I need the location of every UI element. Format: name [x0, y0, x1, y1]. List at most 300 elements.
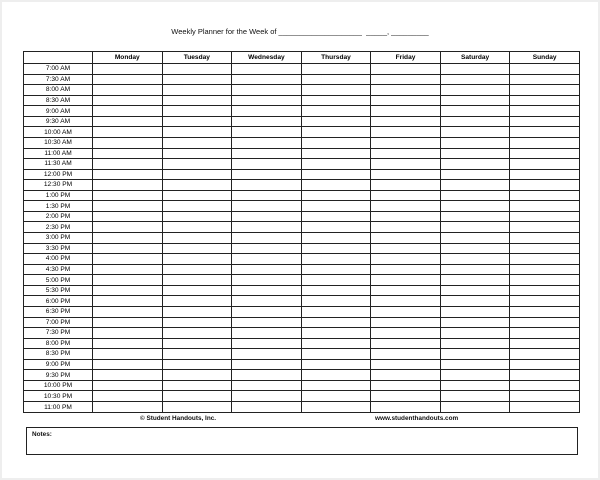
slot-cell-friday[interactable] — [371, 211, 441, 222]
slot-cell-sunday[interactable] — [510, 233, 580, 244]
page-title: Weekly Planner for the Week of ____________________ _____, _________ — [171, 27, 429, 36]
slot-cell-monday[interactable] — [93, 74, 163, 85]
slot-cell-sunday[interactable] — [510, 296, 580, 307]
slot-cell-monday[interactable] — [93, 201, 163, 212]
slot-cell-monday[interactable] — [93, 306, 163, 317]
slot-cell-thursday[interactable] — [301, 306, 371, 317]
slot-cell-saturday[interactable] — [440, 169, 510, 180]
time-label: 11:00 PM — [24, 402, 93, 413]
time-slot-row — [24, 391, 580, 402]
slot-cell-wednesday[interactable] — [232, 106, 302, 117]
slot-cell-wednesday[interactable] — [232, 233, 302, 244]
slot-cell-sunday[interactable] — [510, 85, 580, 96]
slot-cell-saturday[interactable] — [440, 95, 510, 106]
time-slot-row — [24, 169, 580, 180]
slot-cell-friday[interactable] — [371, 116, 441, 127]
slot-cell-monday[interactable] — [93, 264, 163, 275]
slot-cell-thursday[interactable] — [301, 148, 371, 159]
day-header-friday: Friday — [371, 52, 441, 64]
slot-cell-thursday[interactable] — [301, 95, 371, 106]
slot-cell-wednesday[interactable] — [232, 169, 302, 180]
slot-cell-wednesday[interactable] — [232, 201, 302, 212]
slot-cell-wednesday[interactable] — [232, 116, 302, 127]
slot-cell-sunday[interactable] — [510, 254, 580, 265]
slot-cell-friday[interactable] — [371, 264, 441, 275]
time-slot-row — [24, 211, 580, 222]
slot-cell-thursday[interactable] — [301, 359, 371, 370]
time-label: 10:30 AM — [24, 137, 93, 148]
time-label: 2:00 PM — [24, 211, 93, 222]
time-label: 7:00 PM — [24, 317, 93, 328]
slot-cell-friday[interactable] — [371, 380, 441, 391]
slot-cell-monday[interactable] — [93, 317, 163, 328]
slot-cell-monday[interactable] — [93, 64, 163, 75]
slot-cell-saturday[interactable] — [440, 148, 510, 159]
slot-cell-saturday[interactable] — [440, 264, 510, 275]
slot-cell-thursday[interactable] — [301, 402, 371, 413]
slot-cell-tuesday[interactable] — [162, 370, 232, 381]
slot-cell-saturday[interactable] — [440, 328, 510, 339]
slot-cell-thursday[interactable] — [301, 211, 371, 222]
slot-cell-sunday[interactable] — [510, 359, 580, 370]
slot-cell-thursday[interactable] — [301, 85, 371, 96]
slot-cell-monday[interactable] — [93, 391, 163, 402]
slot-cell-wednesday[interactable] — [232, 349, 302, 360]
slot-cell-friday[interactable] — [371, 148, 441, 159]
slot-cell-tuesday[interactable] — [162, 285, 232, 296]
slot-cell-saturday[interactable] — [440, 306, 510, 317]
slot-cell-sunday[interactable] — [510, 169, 580, 180]
slot-cell-saturday[interactable] — [440, 391, 510, 402]
time-slot-row — [24, 402, 580, 413]
time-slot-row — [24, 306, 580, 317]
weekly-planner-table — [23, 51, 580, 413]
slot-cell-friday[interactable] — [371, 95, 441, 106]
slot-cell-wednesday[interactable] — [232, 296, 302, 307]
planner-body — [24, 64, 580, 413]
slot-cell-sunday[interactable] — [510, 402, 580, 413]
slot-cell-tuesday[interactable] — [162, 64, 232, 75]
slot-cell-wednesday[interactable] — [232, 127, 302, 138]
slot-cell-thursday[interactable] — [301, 275, 371, 286]
slot-cell-friday[interactable] — [371, 222, 441, 233]
slot-cell-friday[interactable] — [371, 243, 441, 254]
slot-cell-monday[interactable] — [93, 359, 163, 370]
slot-cell-sunday[interactable] — [510, 328, 580, 339]
slot-cell-saturday[interactable] — [440, 201, 510, 212]
slot-cell-friday[interactable] — [371, 328, 441, 339]
time-label: 7:30 PM — [24, 328, 93, 339]
slot-cell-tuesday[interactable] — [162, 95, 232, 106]
slot-cell-friday[interactable] — [371, 296, 441, 307]
day-header-monday: Monday — [93, 52, 163, 64]
slot-cell-saturday[interactable] — [440, 222, 510, 233]
time-slot-row — [24, 64, 580, 75]
slot-cell-tuesday[interactable] — [162, 264, 232, 275]
slot-cell-monday[interactable] — [93, 233, 163, 244]
time-slot-row — [24, 127, 580, 138]
slot-cell-sunday[interactable] — [510, 95, 580, 106]
time-label: 4:00 PM — [24, 254, 93, 265]
slot-cell-thursday[interactable] — [301, 264, 371, 275]
slot-cell-sunday[interactable] — [510, 148, 580, 159]
time-label: 2:30 PM — [24, 222, 93, 233]
time-slot-row — [24, 85, 580, 96]
slot-cell-thursday[interactable] — [301, 391, 371, 402]
slot-cell-saturday[interactable] — [440, 380, 510, 391]
slot-cell-sunday[interactable] — [510, 391, 580, 402]
slot-cell-wednesday[interactable] — [232, 159, 302, 170]
slot-cell-friday[interactable] — [371, 137, 441, 148]
slot-cell-saturday[interactable] — [440, 285, 510, 296]
slot-cell-saturday[interactable] — [440, 359, 510, 370]
slot-cell-thursday[interactable] — [301, 328, 371, 339]
slot-cell-thursday[interactable] — [301, 74, 371, 85]
slot-cell-thursday[interactable] — [301, 233, 371, 244]
time-slot-row — [24, 201, 580, 212]
slot-cell-wednesday[interactable] — [232, 180, 302, 191]
slot-cell-tuesday[interactable] — [162, 180, 232, 191]
time-slot-row — [24, 190, 580, 201]
time-slot-row — [24, 285, 580, 296]
slot-cell-thursday[interactable] — [301, 254, 371, 265]
slot-cell-wednesday[interactable] — [232, 85, 302, 96]
slot-cell-tuesday[interactable] — [162, 233, 232, 244]
slot-cell-friday[interactable] — [371, 338, 441, 349]
slot-cell-sunday[interactable] — [510, 370, 580, 381]
slot-cell-tuesday[interactable] — [162, 306, 232, 317]
slot-cell-tuesday[interactable] — [162, 190, 232, 201]
time-label: 6:30 PM — [24, 306, 93, 317]
time-slot-row — [24, 180, 580, 191]
slot-cell-friday[interactable] — [371, 349, 441, 360]
time-label: 9:00 PM — [24, 359, 93, 370]
slot-cell-thursday[interactable] — [301, 64, 371, 75]
slot-cell-wednesday[interactable] — [232, 148, 302, 159]
notes-box[interactable] — [26, 427, 578, 455]
day-header-sunday: Sunday — [510, 52, 580, 64]
slot-cell-sunday[interactable] — [510, 64, 580, 75]
slot-cell-tuesday[interactable] — [162, 159, 232, 170]
time-slot-row — [24, 148, 580, 159]
time-label: 1:30 PM — [24, 201, 93, 212]
slot-cell-saturday[interactable] — [440, 254, 510, 265]
slot-cell-saturday[interactable] — [440, 317, 510, 328]
slot-cell-saturday[interactable] — [440, 402, 510, 413]
slot-cell-sunday[interactable] — [510, 338, 580, 349]
slot-cell-wednesday[interactable] — [232, 74, 302, 85]
slot-cell-saturday[interactable] — [440, 159, 510, 170]
day-header-thursday: Thursday — [301, 52, 371, 64]
slot-cell-saturday[interactable] — [440, 243, 510, 254]
slot-cell-friday[interactable] — [371, 370, 441, 381]
slot-cell-sunday[interactable] — [510, 201, 580, 212]
slot-cell-thursday[interactable] — [301, 338, 371, 349]
time-label: 5:30 PM — [24, 285, 93, 296]
slot-cell-friday[interactable] — [371, 402, 441, 413]
slot-cell-wednesday[interactable] — [232, 137, 302, 148]
slot-cell-monday[interactable] — [93, 402, 163, 413]
slot-cell-wednesday[interactable] — [232, 211, 302, 222]
slot-cell-sunday[interactable] — [510, 137, 580, 148]
slot-cell-saturday[interactable] — [440, 116, 510, 127]
slot-cell-monday[interactable] — [93, 285, 163, 296]
slot-cell-tuesday[interactable] — [162, 211, 232, 222]
slot-cell-saturday[interactable] — [440, 233, 510, 244]
slot-cell-friday[interactable] — [371, 85, 441, 96]
slot-cell-friday[interactable] — [371, 106, 441, 117]
time-label: 3:00 PM — [24, 233, 93, 244]
slot-cell-tuesday[interactable] — [162, 148, 232, 159]
slot-cell-wednesday[interactable] — [232, 275, 302, 286]
slot-cell-wednesday[interactable] — [232, 243, 302, 254]
time-slot-row — [24, 359, 580, 370]
slot-cell-saturday[interactable] — [440, 349, 510, 360]
slot-cell-monday[interactable] — [93, 95, 163, 106]
slot-cell-thursday[interactable] — [301, 285, 371, 296]
slot-cell-thursday[interactable] — [301, 317, 371, 328]
slot-cell-friday[interactable] — [371, 275, 441, 286]
slot-cell-sunday[interactable] — [510, 190, 580, 201]
time-label: 8:00 PM — [24, 338, 93, 349]
slot-cell-tuesday[interactable] — [162, 127, 232, 138]
slot-cell-wednesday[interactable] — [232, 391, 302, 402]
slot-cell-saturday[interactable] — [440, 370, 510, 381]
slot-cell-sunday[interactable] — [510, 106, 580, 117]
slot-cell-monday[interactable] — [93, 275, 163, 286]
slot-cell-tuesday[interactable] — [162, 106, 232, 117]
slot-cell-wednesday[interactable] — [232, 254, 302, 265]
slot-cell-tuesday[interactable] — [162, 359, 232, 370]
slot-cell-tuesday[interactable] — [162, 391, 232, 402]
slot-cell-sunday[interactable] — [510, 243, 580, 254]
slot-cell-sunday[interactable] — [510, 349, 580, 360]
slot-cell-tuesday[interactable] — [162, 338, 232, 349]
slot-cell-monday[interactable] — [93, 127, 163, 138]
slot-cell-friday[interactable] — [371, 169, 441, 180]
slot-cell-saturday[interactable] — [440, 127, 510, 138]
slot-cell-monday[interactable] — [93, 370, 163, 381]
slot-cell-monday[interactable] — [93, 349, 163, 360]
slot-cell-thursday[interactable] — [301, 159, 371, 170]
slot-cell-thursday[interactable] — [301, 190, 371, 201]
slot-cell-thursday[interactable] — [301, 137, 371, 148]
slot-cell-friday[interactable] — [371, 391, 441, 402]
slot-cell-tuesday[interactable] — [162, 169, 232, 180]
slot-cell-friday[interactable] — [371, 159, 441, 170]
slot-cell-monday[interactable] — [93, 85, 163, 96]
slot-cell-monday[interactable] — [93, 180, 163, 191]
time-slot-row — [24, 317, 580, 328]
slot-cell-sunday[interactable] — [510, 317, 580, 328]
slot-cell-sunday[interactable] — [510, 275, 580, 286]
slot-cell-sunday[interactable] — [510, 380, 580, 391]
slot-cell-tuesday[interactable] — [162, 328, 232, 339]
slot-cell-friday[interactable] — [371, 317, 441, 328]
time-label: 12:30 PM — [24, 180, 93, 191]
corner-cell — [24, 52, 93, 64]
slot-cell-tuesday[interactable] — [162, 349, 232, 360]
slot-cell-wednesday[interactable] — [232, 64, 302, 75]
time-label: 10:00 PM — [24, 380, 93, 391]
slot-cell-monday[interactable] — [93, 338, 163, 349]
time-label: 6:00 PM — [24, 296, 93, 307]
slot-cell-friday[interactable] — [371, 285, 441, 296]
slot-cell-wednesday[interactable] — [232, 359, 302, 370]
slot-cell-thursday[interactable] — [301, 222, 371, 233]
slot-cell-thursday[interactable] — [301, 106, 371, 117]
slot-cell-friday[interactable] — [371, 306, 441, 317]
slot-cell-saturday[interactable] — [440, 74, 510, 85]
slot-cell-monday[interactable] — [93, 211, 163, 222]
time-label: 8:00 AM — [24, 85, 93, 96]
slot-cell-thursday[interactable] — [301, 127, 371, 138]
slot-cell-sunday[interactable] — [510, 306, 580, 317]
slot-cell-monday[interactable] — [93, 190, 163, 201]
slot-cell-saturday[interactable] — [440, 85, 510, 96]
time-label: 7:00 AM — [24, 64, 93, 75]
slot-cell-saturday[interactable] — [440, 180, 510, 191]
slot-cell-saturday[interactable] — [440, 64, 510, 75]
slot-cell-tuesday[interactable] — [162, 74, 232, 85]
slot-cell-thursday[interactable] — [301, 180, 371, 191]
slot-cell-sunday[interactable] — [510, 74, 580, 85]
time-slot-row — [24, 254, 580, 265]
slot-cell-friday[interactable] — [371, 233, 441, 244]
slot-cell-tuesday[interactable] — [162, 201, 232, 212]
day-header-saturday: Saturday — [440, 52, 510, 64]
time-label: 7:30 AM — [24, 74, 93, 85]
time-slot-row — [24, 106, 580, 117]
slot-cell-monday[interactable] — [93, 296, 163, 307]
time-slot-row — [24, 296, 580, 307]
slot-cell-thursday[interactable] — [301, 243, 371, 254]
slot-cell-tuesday[interactable] — [162, 275, 232, 286]
slot-cell-saturday[interactable] — [440, 106, 510, 117]
slot-cell-sunday[interactable] — [510, 180, 580, 191]
slot-cell-tuesday[interactable] — [162, 222, 232, 233]
time-label: 4:30 PM — [24, 264, 93, 275]
slot-cell-sunday[interactable] — [510, 116, 580, 127]
slot-cell-thursday[interactable] — [301, 201, 371, 212]
slot-cell-friday[interactable] — [371, 127, 441, 138]
slot-cell-friday[interactable] — [371, 254, 441, 265]
slot-cell-friday[interactable] — [371, 359, 441, 370]
slot-cell-tuesday[interactable] — [162, 317, 232, 328]
slot-cell-tuesday[interactable] — [162, 85, 232, 96]
time-label: 9:00 AM — [24, 106, 93, 117]
slot-cell-sunday[interactable] — [510, 285, 580, 296]
website-text: www.studenthandouts.com — [375, 415, 459, 422]
time-slot-row — [24, 95, 580, 106]
slot-cell-saturday[interactable] — [440, 338, 510, 349]
slot-cell-monday[interactable] — [93, 148, 163, 159]
time-label: 5:00 PM — [24, 275, 93, 286]
slot-cell-monday[interactable] — [93, 137, 163, 148]
slot-cell-monday[interactable] — [93, 169, 163, 180]
slot-cell-thursday[interactable] — [301, 169, 371, 180]
slot-cell-friday[interactable] — [371, 64, 441, 75]
header-row — [24, 52, 580, 64]
slot-cell-tuesday[interactable] — [162, 243, 232, 254]
time-label: 9:30 AM — [24, 116, 93, 127]
day-header-wednesday: Wednesday — [232, 52, 302, 64]
slot-cell-friday[interactable] — [371, 74, 441, 85]
time-label: 11:00 AM — [24, 148, 93, 159]
slot-cell-friday[interactable] — [371, 201, 441, 212]
slot-cell-friday[interactable] — [371, 180, 441, 191]
slot-cell-wednesday[interactable] — [232, 264, 302, 275]
slot-cell-wednesday[interactable] — [232, 285, 302, 296]
slot-cell-wednesday[interactable] — [232, 222, 302, 233]
time-label: 10:30 PM — [24, 391, 93, 402]
time-label: 10:00 AM — [24, 127, 93, 138]
slot-cell-wednesday[interactable] — [232, 95, 302, 106]
slot-cell-wednesday[interactable] — [232, 338, 302, 349]
slot-cell-friday[interactable] — [371, 190, 441, 201]
slot-cell-wednesday[interactable] — [232, 380, 302, 391]
slot-cell-thursday[interactable] — [301, 349, 371, 360]
slot-cell-sunday[interactable] — [510, 222, 580, 233]
slot-cell-saturday[interactable] — [440, 211, 510, 222]
slot-cell-monday[interactable] — [93, 380, 163, 391]
slot-cell-monday[interactable] — [93, 222, 163, 233]
slot-cell-saturday[interactable] — [440, 275, 510, 286]
slot-cell-saturday[interactable] — [440, 190, 510, 201]
time-slot-row — [24, 233, 580, 244]
slot-cell-sunday[interactable] — [510, 264, 580, 275]
time-slot-row — [24, 74, 580, 85]
slot-cell-tuesday[interactable] — [162, 137, 232, 148]
time-slot-row — [24, 116, 580, 127]
slot-cell-monday[interactable] — [93, 106, 163, 117]
time-slot-row — [24, 380, 580, 391]
slot-cell-monday[interactable] — [93, 243, 163, 254]
copyright-text: © Student Handouts, Inc. — [140, 415, 217, 422]
slot-cell-tuesday[interactable] — [162, 116, 232, 127]
slot-cell-wednesday[interactable] — [232, 328, 302, 339]
slot-cell-saturday[interactable] — [440, 296, 510, 307]
time-slot-row — [24, 159, 580, 170]
notes-label: Notes: — [32, 431, 52, 438]
slot-cell-monday[interactable] — [93, 159, 163, 170]
slot-cell-wednesday[interactable] — [232, 190, 302, 201]
slot-cell-thursday[interactable] — [301, 116, 371, 127]
slot-cell-sunday[interactable] — [510, 211, 580, 222]
time-label: 8:30 AM — [24, 95, 93, 106]
slot-cell-saturday[interactable] — [440, 137, 510, 148]
day-header-tuesday: Tuesday — [162, 52, 232, 64]
slot-cell-thursday[interactable] — [301, 370, 371, 381]
time-slot-row — [24, 222, 580, 233]
slot-cell-wednesday[interactable] — [232, 370, 302, 381]
slot-cell-thursday[interactable] — [301, 380, 371, 391]
slot-cell-tuesday[interactable] — [162, 380, 232, 391]
slot-cell-sunday[interactable] — [510, 127, 580, 138]
slot-cell-tuesday[interactable] — [162, 402, 232, 413]
slot-cell-wednesday[interactable] — [232, 402, 302, 413]
slot-cell-wednesday[interactable] — [232, 306, 302, 317]
slot-cell-monday[interactable] — [93, 328, 163, 339]
time-label: 9:30 PM — [24, 370, 93, 381]
slot-cell-tuesday[interactable] — [162, 254, 232, 265]
slot-cell-wednesday[interactable] — [232, 317, 302, 328]
slot-cell-tuesday[interactable] — [162, 296, 232, 307]
slot-cell-thursday[interactable] — [301, 296, 371, 307]
slot-cell-monday[interactable] — [93, 254, 163, 265]
slot-cell-sunday[interactable] — [510, 159, 580, 170]
slot-cell-monday[interactable] — [93, 116, 163, 127]
